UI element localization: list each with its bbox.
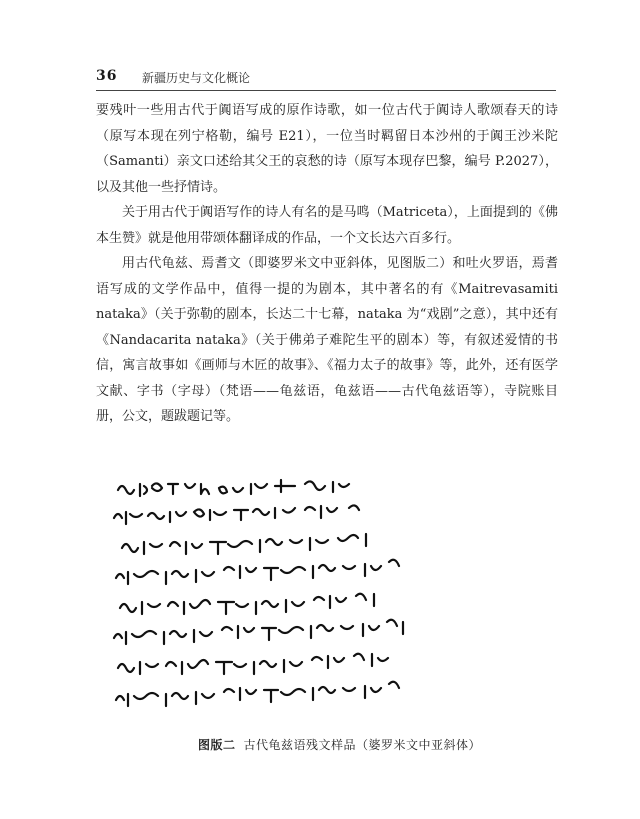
script-line-7 — [118, 654, 388, 674]
script-line-4 — [116, 560, 399, 584]
running-title: 新疆历史与文化概论 — [142, 71, 251, 85]
paragraph-3: 用古代龟兹、焉耆文（即婆罗米文中亚斜体，见图版二）和吐火罗语，焉耆语写成的文学作品中，值得一提的为剧本，其中著名的有《Maitrevasamiti nataka》（关于弥勒的剧本，长达二十七幕，nataka 为“戏剧”之意），其中还有《Nandacarita nataka》（关于佛弟子难陀生平的剧本）等，有叙述爱情的书信，寓言故事如《画师与木匠的故事》、《福力太子的故事》等，此外，还有医学文献、字书（字母）（梵语——龟兹语，龟兹语——古代龟兹语等），寺院账目册，公文，题跋题记等。 — [96, 256, 558, 424]
figure-caption-text: 古代龟兹语残文样品（婆罗米文中亚斜体） — [243, 738, 482, 752]
script-line-5 — [120, 594, 374, 614]
figure-caption — [198, 736, 538, 753]
paragraph-2: 关于用古代于阗语写作的诗人有名的是马鸣（Matriceta），上面提到的《佛本生赞》就是他用带颂体翻译成的作品，一个文长达六百多行。 — [96, 205, 558, 246]
script-line-8 — [116, 682, 399, 706]
figure-label: 图版二 — [198, 738, 236, 752]
body-text — [96, 98, 558, 430]
manuscript-image — [110, 476, 540, 726]
brahmi-script-sample — [110, 476, 540, 726]
header-rule — [96, 90, 556, 91]
script-line-6 — [114, 620, 403, 644]
script-line-2 — [114, 505, 359, 524]
script-line-3 — [122, 534, 366, 554]
script-line-1 — [118, 480, 349, 496]
paragraph-1: 要残叶一些用古代于阗语写成的原作诗歌，如一位古代于阗诗人歌颂春天的诗（原写本现在列宁格勒，编号 E21），一位当时羁留日本沙州的于阗王沙米陀（Samanti）亲文口述给其父王的哀愁的诗（原写本现存巴黎，编号 P.2027），以及其他一些抒情诗。 — [96, 103, 558, 195]
page-header — [96, 66, 556, 88]
page-number: 36 — [96, 68, 118, 84]
